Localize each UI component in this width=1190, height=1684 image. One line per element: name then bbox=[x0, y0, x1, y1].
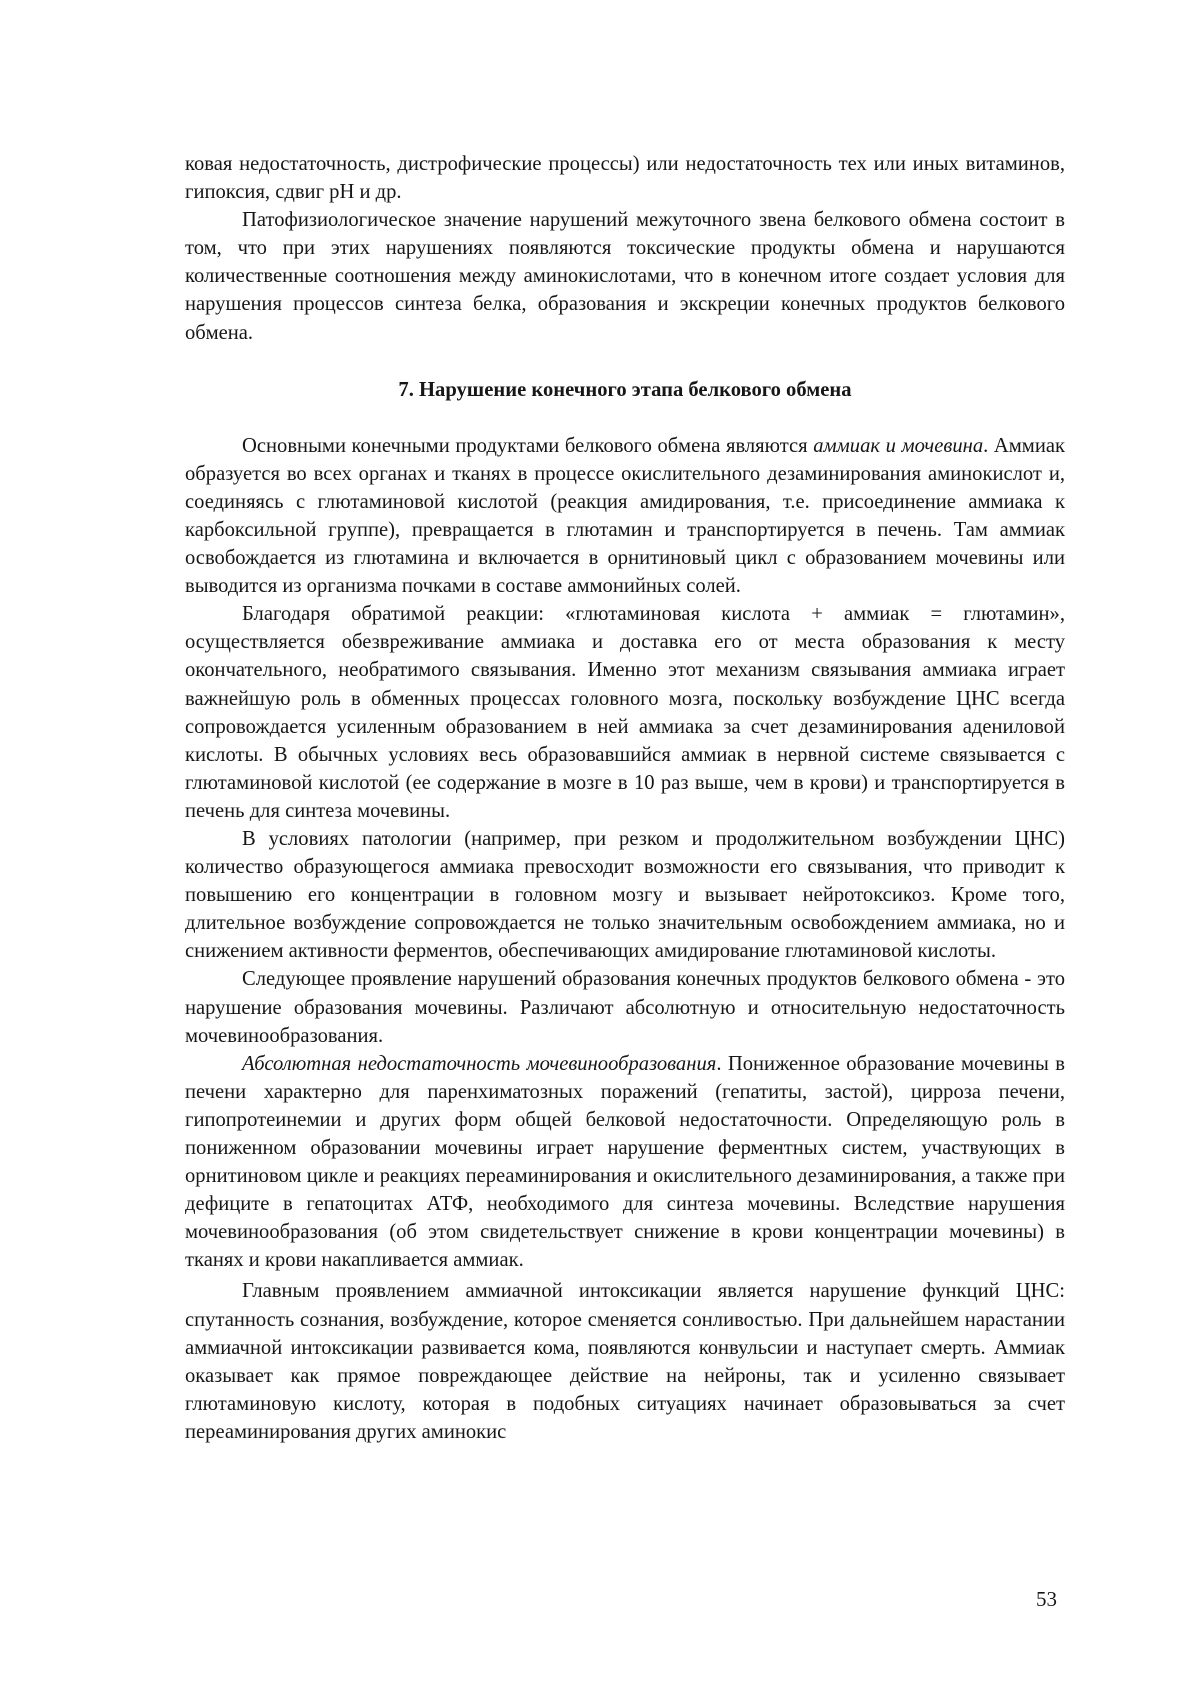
paragraph-pathology: В условиях патологии (например, при резком и продолжительном возбуждении ЦНС) количество образующегося аммиака превосходит возможности его связывания, что приводит к повышению его концентрации в головном мозгу и вызывает нейротоксикоз. Кроме того, длительное возбуждение сопровождается не только значительным освобождением аммиака, но и снижением активности ферментов, обеспечивающих амидирование глютаминовой кислоты. bbox=[185, 827, 1065, 963]
paragraph-continued: ковая недостаточность, дистрофические процессы) или недостаточность тех или иных витаминов, гипоксия, сдвиг pH и др. bbox=[185, 153, 1065, 204]
paragraph-text: . Пониженное образование мочевины в печени характерно для паренхиматозных поражений (гепатиты, застой), цирроза печени, гипопротеинемии и других форм общей белковой недостаточности. Определяющую роль в пониженном образовании мочевины играет нарушение ферментных систем, участвующих в орнитиновом цикле и реакциях переаминирования и окислительного дезаминирования, а также при дефиците в гепатоцитах АТФ, необходимого для синтеза мочевины. Вследствие нарушения мочевинообразования (об этом свидетельствует снижение в крови концентрации мочевины) в тканях и крови накапливается аммиак. bbox=[185, 1052, 1065, 1272]
italic-term: Абсолютная недостаточность мочевинообразования bbox=[242, 1052, 717, 1075]
paragraph-absolute-insufficiency bbox=[185, 1050, 1065, 1275]
paragraph-text: . Аммиак образуется во всех органах и тканях в процессе окислительного дезаминирования аминокислот и, соединяясь с глютаминовой кислотой (реакция амидирования, т.е. присоединение аммиака к карбоксильной группе), превращается в глютамин и транспортируется в печень. Там аммиак освобождается из глютамина и включается в орнитиновый цикл с образованием мочевины или выводится из организма почками в составе аммонийных солей. bbox=[185, 434, 1065, 598]
italic-term: аммиак и мочевина bbox=[813, 434, 984, 457]
paragraph-ammonia-intoxication: Главным проявлением аммиачной интоксикации является нарушение функций ЦНС: спутанность сознания, возбуждение, которое сменяется сонливостью. При дальнейшем нарастании аммиачной интоксикации развивается кома, появляются конвульсии и наступает смерть. Аммиак оказывает как прямое повреждающее действие на нейроны, так и усиленно связывает глютаминовую кислоту, которая в подобных ситуациях начинает образовываться за счет переаминирования других аминокис bbox=[185, 1280, 1065, 1443]
paragraph-urea-formation: Следующее проявление нарушений образования конечных продуктов белкового обмена - это нарушение образования мочевины. Различают абсолютную и относительную недостаточность мочевинообразования. bbox=[185, 968, 1065, 1047]
page-number: 53 bbox=[1036, 1587, 1057, 1611]
section-heading: 7. Нарушение конечного этапа белкового обмена bbox=[398, 378, 852, 401]
paragraph-end-products bbox=[185, 432, 1065, 601]
paragraph-reversible-reaction: Благодаря обратимой реакции: «глютаминовая кислота + аммиак = глютамин», осуществляется обезвреживание аммиака и доставка его от места образования к месту окончательного, необратимого связывания. Именно этот механизм связывания аммиака играет важнейшую роль в обменных процессах головного мозга, поскольку возбуждение ЦНС всегда сопровождается усиленным образованием в ней аммиака за счет дезаминирования адениловой кислоты. В обычных условиях весь образовавшийся аммиак в нервной системе связывается с глютаминовой кислотой (ее содержание в мозге в 10 раз выше, чем в крови) и транспортируется в печень для синтеза мочевины. bbox=[185, 603, 1065, 822]
paragraph-text: Основными конечными продуктами белкового обмена являются bbox=[242, 434, 814, 457]
document-page-body bbox=[185, 150, 1065, 1446]
paragraph-pathophysiology: Патофизиологическое значение нарушений межуточного звена белкового обмена состоит в том, что при этих нарушениях появляются токсические продукты обмена и нарушаются количественные соотношения между аминокислотами, что в конечном итоге создает условия для нарушения процессов синтеза белка, образования и экскреции конечных продуктов белкового обмена. bbox=[185, 209, 1065, 344]
